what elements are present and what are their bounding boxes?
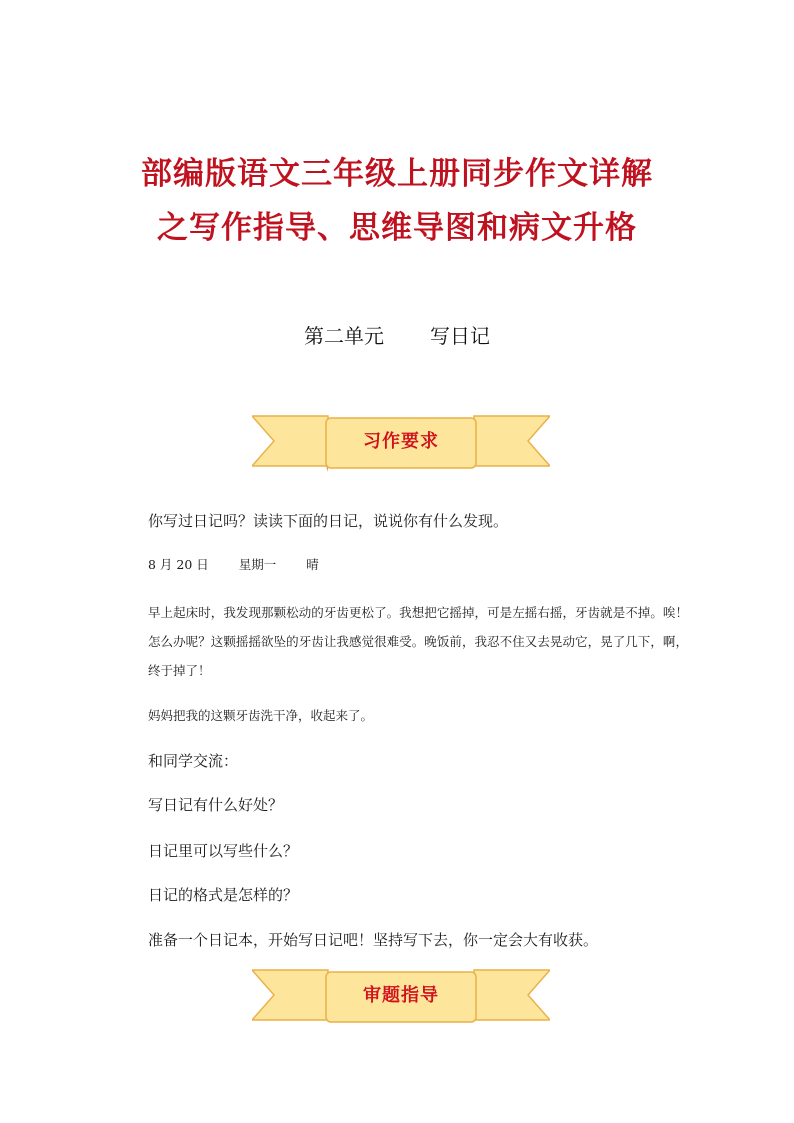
discussion-lead: 和同学交流： [148, 752, 239, 770]
diary-paragraph-1: 早上起床时，我发现那颗松动的牙齿更松了。我想把它摇掉，可是左摇右摇，牙齿就是不掉。唉！怎么办呢？这颗摇摇欲坠的牙齿让我感觉很难受。晚饭前，我忍不住又去晃动它，晃了几下，啊，终于掉了！ [148, 605, 688, 678]
requirements-ribbon [252, 414, 550, 474]
document-title-line-2: 之写作指导、思维导图和病文升格 [157, 210, 637, 246]
guidance-ribbon-label: 审题指导 [363, 985, 439, 1006]
unit-topic: 写日记 [430, 324, 490, 348]
discussion-question-1: 写日记有什么好处？ [148, 796, 284, 814]
diary-date: 8 月 20 日 [148, 557, 209, 572]
diary-weekday: 星期一 [238, 557, 277, 572]
unit-heading [0, 322, 794, 350]
discussion-closing: 准备一个日记本，开始写日记吧！坚持写下去，你一定会大有收获。 [148, 931, 599, 949]
discussion-question-3: 日记的格式是怎样的？ [148, 886, 299, 904]
intro-text: 你写过日记吗？读读下面的日记，说说你有什么发现。 [148, 512, 509, 530]
diary-header [148, 556, 688, 574]
diary-weather: 晴 [306, 557, 319, 572]
diary-paragraph-2: 妈妈把我的这颗牙齿洗干净，收起来了。 [148, 708, 374, 723]
unit-name: 第二单元 [304, 324, 384, 348]
document-title-line-1: 部编版语文三年级上册同步作文详解 [141, 156, 653, 192]
requirements-ribbon-label: 习作要求 [363, 431, 439, 452]
guidance-ribbon [252, 968, 550, 1028]
discussion-question-2: 日记里可以写些什么？ [148, 842, 299, 860]
